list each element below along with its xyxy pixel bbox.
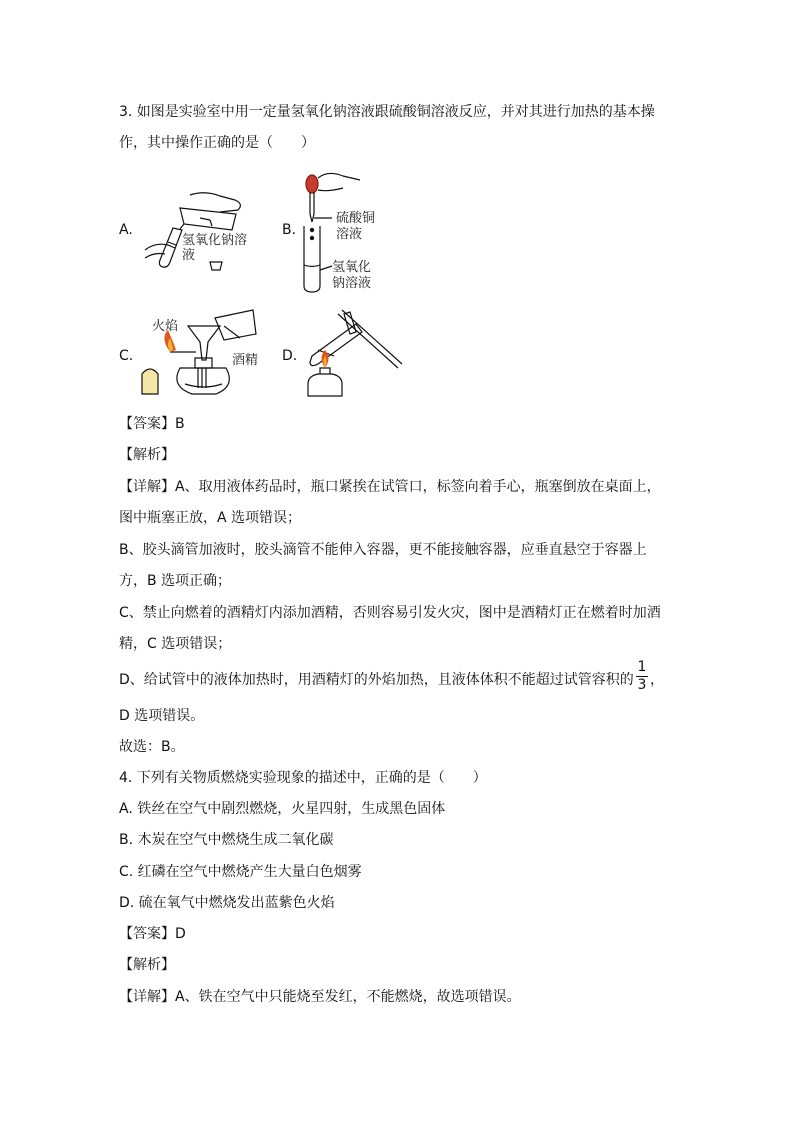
q3-option-d-letter: D. [282, 348, 298, 364]
q4-answer: 【答案】D [119, 926, 186, 942]
q3-figure-b-label-bottom-line1: 氢氧化 [332, 260, 372, 275]
q4-option-b: B. 木炭在空气中燃烧生成二氧化碳 [119, 832, 334, 848]
q3-figure-b-label-top-line2: 溶液 [336, 227, 363, 242]
q3-figure-b-label-bottom-line2: 钠溶液 [332, 276, 372, 291]
q3-detail-d-line2: D 选项错误。 [119, 708, 205, 724]
q3-detail-d-line1: D、给试管中的液体加热时，用酒精灯的外焰加热，且液体体积不能超过试管容积的 [119, 672, 634, 688]
fraction-numerator: 1 [637, 659, 647, 675]
q3-detail-c-line1: C、禁止向燃着的酒精灯内添加酒精，否则容易引发火灾，图中是酒精灯正在燃着时加酒 [119, 605, 661, 621]
q3-figure-b-label-top-line1: 硫酸铜 [336, 211, 376, 226]
q3-option-a-letter: A. [119, 222, 133, 238]
q3-detail-b-line1: B、胶头滴管加液时，胶头滴管不能伸入容器，更不能接触容器，应垂直悬空于容器上 [119, 542, 647, 558]
q3-detail-d-fraction [636, 660, 648, 693]
q3-detail-d-comma: ， [650, 672, 664, 688]
q4-option-c: C. 红磷在空气中燃烧产生大量白色烟雾 [119, 864, 362, 880]
q4-option-a: A. 铁丝在空气中剧烈燃烧，火星四射，生成黑色固体 [119, 801, 446, 817]
q3-option-b-letter: B. [282, 222, 297, 238]
q3-figure-a-label-line2: 液 [182, 248, 196, 263]
q3-conclusion: 故选：B。 [119, 739, 185, 755]
q3-analysis-title: 【解析】 [119, 447, 175, 463]
q3-detail-b-line2: 方，B 选项正确； [119, 573, 232, 589]
q3-stem-line2: 作，其中操作正确的是（ ） [119, 135, 315, 151]
q4-option-d: D. 硫在氧气中燃烧发出蓝紫色火焰 [119, 895, 335, 911]
fraction-denominator: 3 [637, 677, 647, 693]
q3-stem-line1: 3. 如图是实验室中用一定量氢氧化钠溶液跟硫酸铜溶液反应，并对其进行加热的基本操 [119, 104, 655, 120]
q4-stem: 4. 下列有关物质燃烧实验现象的描述中，正确的是（ ） [119, 770, 487, 786]
q4-detail-a: 【详解】A、铁在空气中只能烧至发红，不能燃烧，故选项错误。 [119, 989, 521, 1005]
q3-option-c-letter: C. [119, 348, 134, 364]
q3-figure-c-label-alcohol: 酒精 [232, 353, 259, 368]
q3-figure-c-label-flame: 火焰 [152, 319, 179, 334]
q3-detail-a-line1: 【详解】A、取用液体药品时，瓶口紧挨在试管口，标签向着手心，瓶塞倒放在桌面上， [119, 479, 661, 495]
q3-detail-c-line2: 精，C 选项错误； [119, 636, 232, 652]
q4-analysis-title: 【解析】 [119, 957, 175, 973]
q3-figure-a-label-line1: 氢氧化钠溶 [182, 233, 248, 248]
q3-answer: 【答案】B [119, 416, 185, 432]
q3-detail-a-line2: 图中瓶塞正放，A 选项错误； [119, 510, 302, 526]
q3-figure-d-heating-test-tube [298, 306, 403, 406]
